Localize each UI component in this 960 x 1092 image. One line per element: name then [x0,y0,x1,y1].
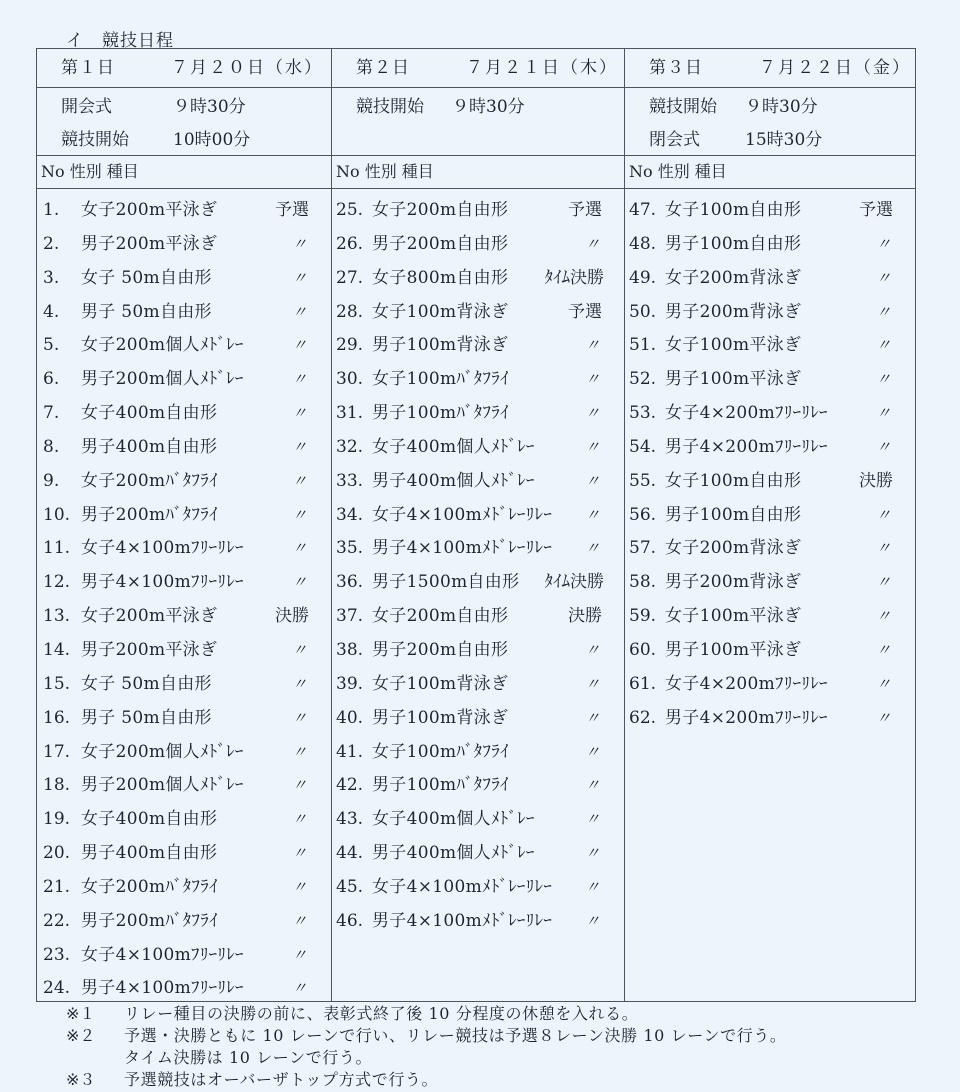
event-stage: 〃 [291,268,307,287]
event-name: 男子200m平泳ぎ [81,639,218,660]
event-stage: 〃 [291,742,307,761]
event-number: 4. [43,301,60,322]
event-stage: 〃 [291,911,307,930]
event-stage: 〃 [875,573,891,592]
day-label: 第２日 [356,58,410,78]
notes [66,1003,946,1091]
event-row [37,634,331,668]
column-header: No 性別 種目 [332,155,624,189]
event-row [625,499,915,533]
time-block [37,87,331,156]
event-name: 女子200m背泳ぎ [665,267,802,288]
event-list [332,194,624,939]
event-row [332,532,624,566]
time-block [625,87,915,156]
event-number: 36. [336,572,364,593]
event-stage: 予選 [568,200,602,220]
event-number: 55. [629,470,657,491]
event-number: 38. [336,639,364,660]
event-stage: 〃 [291,437,307,456]
event-name: 男子200m個人ﾒﾄﾞﾚｰ [81,369,244,390]
event-row [332,634,624,668]
event-number: 18. [43,775,71,796]
event-name: 女子200m平泳ぎ [81,606,218,627]
note-text: 予選競技はオーバーザトップ方式で行う。 [124,1070,439,1089]
event-name: 男子4×100mﾒﾄﾞﾚｰﾘﾚｰ [372,910,553,931]
event-stage: 〃 [584,539,600,558]
event-name: 男子400m個人ﾒﾄﾞﾚｰ [372,843,535,864]
event-name: 男子100mﾊﾞﾀﾌﾗｲ [372,775,509,796]
event-row [625,363,915,397]
event-number: 24. [43,978,71,999]
event-row [332,329,624,363]
event-stage: 決勝 [275,606,309,627]
event-number: 44. [336,843,364,864]
event-number: 10. [43,504,71,525]
note-line [66,1025,946,1047]
event-name: 女子4×100mﾌﾘｰﾘﾚｰ [81,944,244,965]
event-row [332,769,624,803]
event-name: 女子100m自由形 [665,200,802,220]
event-name: 男子100m平泳ぎ [665,369,802,390]
event-name: 女子100mﾊﾞﾀﾌﾗｲ [372,369,509,390]
event-number: 25. [336,200,364,220]
day-header [37,49,331,88]
event-name: 男子4×100mﾒﾄﾞﾚｰﾘﾚｰ [372,538,553,559]
event-stage: 〃 [584,471,600,490]
event-row [625,228,915,262]
event-name: 女子4×200mﾌﾘｰﾘﾚｰ [665,673,828,694]
event-row [332,397,624,431]
event-number: 56. [629,504,657,525]
event-stage: 〃 [291,539,307,558]
event-row [332,668,624,702]
event-row [332,871,624,905]
event-number: 51. [629,335,657,356]
event-number: 37. [336,606,364,627]
event-number: 16. [43,707,71,728]
note-text: タイム決勝は 10 レーンで行う。 [124,1048,373,1067]
event-stage: 〃 [291,674,307,693]
time-row [356,93,624,121]
event-stage: 〃 [875,539,891,558]
event-name: 女子100m平泳ぎ [665,335,802,356]
event-name: 女子200m自由形 [372,200,509,220]
event-row [37,532,331,566]
event-number: 9. [43,470,60,491]
event-list [625,194,915,736]
event-stage: 予選 [859,200,893,220]
event-name: 女子4×100mﾒﾄﾞﾚｰﾘﾚｰ [372,504,553,525]
event-name: 女子200m背泳ぎ [665,538,802,559]
event-stage: 〃 [584,437,600,456]
event-number: 13. [43,606,71,627]
event-number: 61. [629,673,657,694]
event-stage: 〃 [291,776,307,795]
event-number: 6. [43,369,60,390]
day-date: ７月２２日（金） [759,58,911,78]
time-value: 10時00分 [173,130,251,150]
event-stage: 〃 [875,370,891,389]
day-header [332,49,624,88]
note-text: 予選・決勝ともに 10 レーンで行い、リレー競技は予選８レーン決勝 10 レーンで行う。 [124,1026,787,1045]
event-name: 女子200mﾊﾞﾀﾌﾗｲ [81,876,218,897]
event-number: 11. [43,538,71,559]
event-row [332,363,624,397]
event-row [37,702,331,736]
event-name: 男子 50m自由形 [81,707,212,728]
event-row [37,329,331,363]
event-stage: 〃 [875,336,891,355]
event-name: 男子 50m自由形 [81,301,212,322]
event-name: 女子200m平泳ぎ [81,200,218,220]
time-row [649,93,915,121]
event-name: 男子400m自由形 [81,436,218,457]
event-number: 54. [629,436,657,457]
event-row [37,837,331,871]
event-stage: 決勝 [859,470,893,491]
event-number: 17. [43,741,71,762]
event-stage: 予選 [275,200,309,220]
event-row [37,769,331,803]
event-name: 男子100m自由形 [665,504,802,525]
event-name: 女子4×200mﾌﾘｰﾘﾚｰ [665,403,828,424]
event-name: 女子100m平泳ぎ [665,606,802,627]
event-row [625,634,915,668]
note-line [66,1047,946,1069]
event-row [37,668,331,702]
event-row [625,532,915,566]
event-stage: 〃 [291,471,307,490]
event-name: 男子100mﾊﾞﾀﾌﾗｲ [372,403,509,424]
day-date: ７月２１日（木） [466,58,618,78]
event-number: 32. [336,436,364,457]
event-row [625,465,915,499]
event-stage: 〃 [584,505,600,524]
event-name: 女子4×100mﾒﾄﾞﾚｰﾘﾚｰ [372,876,553,897]
event-number: 30. [336,369,364,390]
event-number: 58. [629,572,657,593]
event-number: 2. [43,233,60,254]
event-stage: 〃 [291,979,307,998]
event-number: 62. [629,707,657,728]
event-stage: 〃 [291,640,307,659]
event-stage: 〃 [584,234,600,253]
event-name: 男子200m自由形 [372,233,509,254]
event-row [37,972,331,1006]
event-stage: 〃 [875,674,891,693]
event-name: 男子200m背泳ぎ [665,301,802,322]
event-name: 男子200m背泳ぎ [665,572,802,593]
time-row [649,126,915,154]
event-name: 男子4×100mﾌﾘｰﾘﾚｰ [81,978,244,999]
event-name: 女子800m自由形 [372,267,509,288]
day-column-3 [624,49,915,1001]
event-row [37,431,331,465]
event-row [332,803,624,837]
event-name: 男子200m平泳ぎ [81,233,218,254]
event-row [37,194,331,228]
event-row [37,397,331,431]
event-number: 47. [629,200,657,220]
event-stage: 〃 [875,302,891,321]
event-number: 59. [629,606,657,627]
event-stage: 〃 [291,336,307,355]
time-row [61,126,331,154]
event-row [625,397,915,431]
event-number: 49. [629,267,657,288]
note-line [66,1003,946,1025]
event-number: 1. [43,200,60,220]
event-row [37,363,331,397]
event-name: 女子200m個人ﾒﾄﾞﾚｰ [81,741,244,762]
event-number: 48. [629,233,657,254]
event-stage: 〃 [584,810,600,829]
note-mark: ※３ [66,1070,96,1089]
column-header: No 性別 種目 [37,155,331,189]
event-stage: 〃 [291,844,307,863]
section-title-text: 競技日程 [102,31,174,51]
event-name: 男子200mﾊﾞﾀﾌﾗｲ [81,910,218,931]
event-row [625,600,915,634]
time-label: 競技開始 [61,130,129,150]
event-row [37,262,331,296]
event-name: 女子100m背泳ぎ [372,673,509,694]
event-stage: 〃 [291,302,307,321]
event-number: 20. [43,843,71,864]
event-row [625,329,915,363]
event-name: 男子4×200mﾌﾘｰﾘﾚｰ [665,707,828,728]
event-row [37,566,331,600]
event-row [37,871,331,905]
event-number: 19. [43,809,71,830]
event-row [332,600,624,634]
event-name: 女子100m自由形 [665,470,802,491]
event-number: 45. [336,876,364,897]
event-number: 43. [336,809,364,830]
schedule-table [36,48,916,1002]
note-text: リレー種目の決勝の前に、表彰式終了後 10 分程度の休憩を入れる。 [124,1004,639,1023]
time-block [332,87,624,156]
event-row [332,702,624,736]
event-row [37,736,331,770]
event-stage: 〃 [291,945,307,964]
event-stage: 〃 [584,776,600,795]
event-row [625,431,915,465]
column-header: No 性別 種目 [625,155,915,189]
event-number: 12. [43,572,71,593]
event-row [37,905,331,939]
event-stage: 〃 [875,404,891,423]
event-name: 女子400m自由形 [81,809,218,830]
event-stage: 〃 [584,336,600,355]
event-stage: ﾀｲﾑ決勝 [544,267,604,288]
event-stage: 〃 [291,810,307,829]
event-row [332,262,624,296]
event-name: 男子200m自由形 [372,639,509,660]
event-name: 女子100mﾊﾞﾀﾌﾗｲ [372,741,509,762]
event-row [625,262,915,296]
event-name: 女子4×100mﾌﾘｰﾘﾚｰ [81,538,244,559]
event-number: 15. [43,673,71,694]
event-row [332,296,624,330]
day-date: ７月２０日（水） [171,58,323,78]
event-name: 男子100m背泳ぎ [372,335,509,356]
event-stage: 〃 [291,877,307,896]
event-row [625,566,915,600]
event-stage: 〃 [291,404,307,423]
event-row [37,600,331,634]
time-row [61,93,331,121]
event-stage: 〃 [291,573,307,592]
time-label: 閉会式 [649,130,700,150]
event-stage: 〃 [875,607,891,626]
event-row [332,499,624,533]
event-row [37,228,331,262]
event-row [37,939,331,973]
time-value: ９時30分 [173,97,246,117]
event-name: 男子200m個人ﾒﾄﾞﾚｰ [81,775,244,796]
event-name: 女子 50m自由形 [81,673,212,694]
event-row [332,837,624,871]
event-row [332,431,624,465]
event-number: 26. [336,233,364,254]
event-stage: 〃 [291,505,307,524]
event-number: 3. [43,267,60,288]
event-stage: 〃 [875,708,891,727]
day-column-2 [331,49,624,1001]
event-name: 女子200mﾊﾞﾀﾌﾗｲ [81,470,218,491]
event-name: 女子400m自由形 [81,403,218,424]
event-row [332,465,624,499]
day-header [625,49,915,88]
event-row [37,465,331,499]
event-number: 60. [629,639,657,660]
event-number: 52. [629,369,657,390]
event-number: 42. [336,775,364,796]
event-stage: 〃 [584,911,600,930]
event-stage: 〃 [584,404,600,423]
event-name: 女子200m個人ﾒﾄﾞﾚｰ [81,335,244,356]
event-number: 5. [43,335,60,356]
time-label: 競技開始 [649,97,717,117]
event-number: 39. [336,673,364,694]
event-stage: 〃 [584,674,600,693]
event-stage: ﾀｲﾑ決勝 [544,572,604,593]
event-row [332,228,624,262]
day-column-1 [37,49,331,1001]
event-row [625,296,915,330]
event-name: 女子400m個人ﾒﾄﾞﾚｰ [372,436,535,457]
event-number: 14. [43,639,71,660]
time-label: 競技開始 [356,97,424,117]
event-stage: 〃 [875,505,891,524]
event-stage: 〃 [875,234,891,253]
event-stage: 〃 [291,370,307,389]
event-name: 男子100m背泳ぎ [372,707,509,728]
event-name: 男子400m個人ﾒﾄﾞﾚｰ [372,470,535,491]
event-number: 57. [629,538,657,559]
event-stage: 〃 [584,877,600,896]
event-stage: 〃 [875,437,891,456]
event-row [625,194,915,228]
note-mark: ※１ [66,1004,96,1023]
time-label: 開会式 [61,97,112,117]
event-number: 31. [336,403,364,424]
event-row [37,296,331,330]
event-number: 8. [43,436,60,457]
event-number: 35. [336,538,364,559]
event-row [332,194,624,228]
event-name: 男子4×100mﾌﾘｰﾘﾚｰ [81,572,244,593]
time-value: 15時30分 [745,130,823,150]
event-number: 50. [629,301,657,322]
event-name: 男子200mﾊﾞﾀﾌﾗｲ [81,504,218,525]
event-number: 33. [336,470,364,491]
section-mark: イ [66,31,84,51]
event-stage: 決勝 [568,606,602,627]
event-number: 40. [336,707,364,728]
event-number: 7. [43,403,60,424]
note-mark: ※２ [66,1026,96,1045]
event-row [625,668,915,702]
note-line [66,1069,946,1091]
event-number: 27. [336,267,364,288]
event-number: 21. [43,876,71,897]
event-number: 29. [336,335,364,356]
event-stage: 〃 [584,708,600,727]
event-row [37,803,331,837]
event-name: 女子100m背泳ぎ [372,301,509,322]
time-value: ９時30分 [452,97,525,117]
event-stage: 〃 [875,640,891,659]
event-name: 男子100m平泳ぎ [665,639,802,660]
event-row [332,736,624,770]
day-label: 第１日 [61,58,115,78]
event-number: 28. [336,301,364,322]
event-name: 女子200m自由形 [372,606,509,627]
event-name: 男子100m自由形 [665,233,802,254]
event-stage: 〃 [291,708,307,727]
event-number: 23. [43,944,71,965]
event-name: 女子400m個人ﾒﾄﾞﾚｰ [372,809,535,830]
event-name: 男子4×200mﾌﾘｰﾘﾚｰ [665,436,828,457]
event-number: 46. [336,910,364,931]
event-number: 34. [336,504,364,525]
event-stage: 〃 [584,844,600,863]
event-number: 53. [629,403,657,424]
day-label: 第３日 [649,58,703,78]
event-number: 41. [336,741,364,762]
event-stage: 〃 [584,370,600,389]
event-row [37,499,331,533]
event-stage: 〃 [584,640,600,659]
event-stage: 〃 [875,268,891,287]
event-stage: 〃 [584,742,600,761]
event-name: 男子400m自由形 [81,843,218,864]
event-name: 女子 50m自由形 [81,267,212,288]
event-name: 男子1500m自由形 [372,572,520,593]
event-stage: 〃 [291,234,307,253]
time-value: ９時30分 [745,97,818,117]
event-row [332,566,624,600]
event-stage: 予選 [568,301,602,322]
event-list [37,194,331,1006]
event-number: 22. [43,910,71,931]
event-row [332,905,624,939]
event-row [625,702,915,736]
